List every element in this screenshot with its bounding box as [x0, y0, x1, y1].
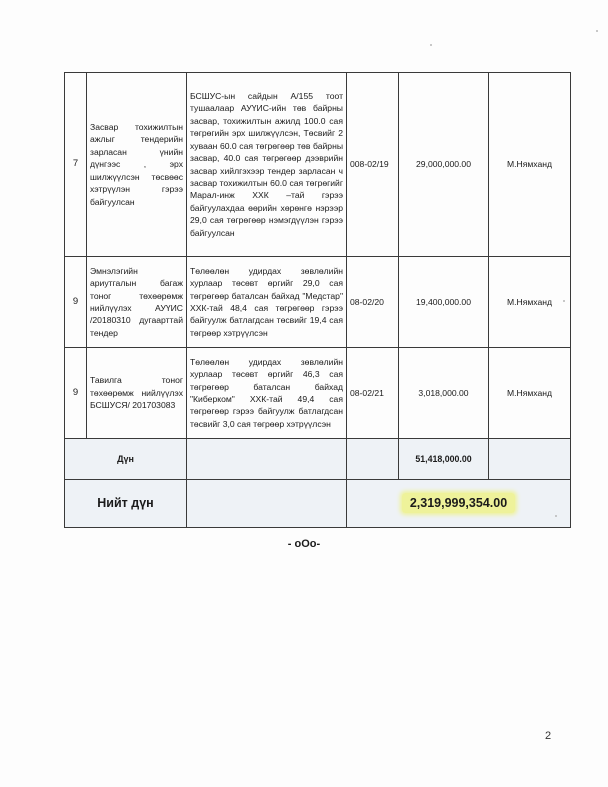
subtotal-amount: 51,418,000.00	[399, 439, 489, 480]
row-detail: БСШУС-ын сайдын А/155 тоот тушаалаар АУҮИС-ийн төв байрны засвар, тохижилтын ажилд 100.0 сая төгрөгийн эрх шилжүүлсэн, Төсвийг 2 хуваан 60.0 сая төгрөгөөр төв байрны засвар, 40.0 сая төгрөгөөр дээврийн засвар хийлгэхээр тендер зарласан ч засвар тохижилтын 60.0 сая төгрөгийг Марал-инж ХХК –тай гэрээ байгуулахдаа өөрийн хөрөнгө нэрээр 29,0 сая төгрөгөөр нэмэгдүүлэн гэрээ байгуулсан	[187, 73, 347, 257]
subtotal-label: Дүн	[65, 439, 187, 480]
row-code: 08-02/20	[347, 257, 399, 348]
grand-total-amount: 2,319,999,354.00	[402, 493, 515, 513]
subtotal-row	[65, 439, 571, 480]
row-number: 7	[65, 73, 87, 257]
closing-mark: - oOo-	[287, 538, 321, 550]
row-amount: 29,000,000.00	[399, 73, 489, 257]
grand-total-empty-cell	[187, 480, 347, 528]
row-description: Засвар тохижилтын ажлыг тендерийн зарласан үнийн дүнгээс , эрх шилжүүлсэн төсвөөс хэтрүүлэн гэрээ байгуулсан	[87, 73, 187, 257]
scan-speck	[563, 300, 565, 302]
row-code: 008-02/19	[347, 73, 399, 257]
row-responsible: М.Нямханд	[489, 348, 571, 439]
row-detail: Төлөөлөн удирдах зөвлөлийн хурлаар төсөвт өргийг 46,3 сая төгрөгөөр баталсан байхад "Киберком" ХХК-тай 49,4 сая төгрөгөөр гэрээ байгуулж батлагдсан төсвийг 3,0 сая төгрөөр хэтрүүлсэн	[187, 348, 347, 439]
row-amount: 3,018,000.00	[399, 348, 489, 439]
row-number: 9	[65, 348, 87, 439]
table-row	[65, 348, 571, 439]
subtotal-empty-cell	[347, 439, 399, 480]
scan-speck	[430, 44, 432, 46]
row-responsible: М.Нямханд	[489, 73, 571, 257]
grand-total-amount-cell	[347, 480, 571, 528]
table-row	[65, 73, 571, 257]
row-number: 9	[65, 257, 87, 348]
row-code: 08-02/21	[347, 348, 399, 439]
row-detail: Төлөөлөн удирдах зөвлөлийн хурлаар төсөвт өргийг 29,0 сая төгрөгөөр баталсан байхад "Медстар" ХХК-тай 48,4 сая төгрөгөөр гэрээ байгуулж батлагдсан төсвийг 19,4 сая төгрөөр хэтрүүлсэн	[187, 257, 347, 348]
subtotal-empty-cell	[187, 439, 347, 480]
table-row	[65, 257, 571, 348]
row-responsible: М.Нямханд	[489, 257, 571, 348]
scan-speck	[596, 30, 598, 32]
grand-total-row	[65, 480, 571, 528]
page-number: 2	[545, 730, 552, 742]
violations-table	[64, 72, 571, 528]
grand-total-label: Нийт дүн	[65, 480, 187, 528]
row-amount: 19,400,000.00	[399, 257, 489, 348]
row-description: Тавилга тоног төхөөрөмж нийлүүлэх БСШУСЯ/ 201703083	[87, 348, 187, 439]
row-description: Эмнэлэгийн ариутгалын багаж тоног төхөөрөмж нийлүүлэх АУҮИС /20180310 дугаарттай тендер	[87, 257, 187, 348]
scan-speck	[555, 515, 557, 517]
subtotal-empty-cell	[489, 439, 571, 480]
